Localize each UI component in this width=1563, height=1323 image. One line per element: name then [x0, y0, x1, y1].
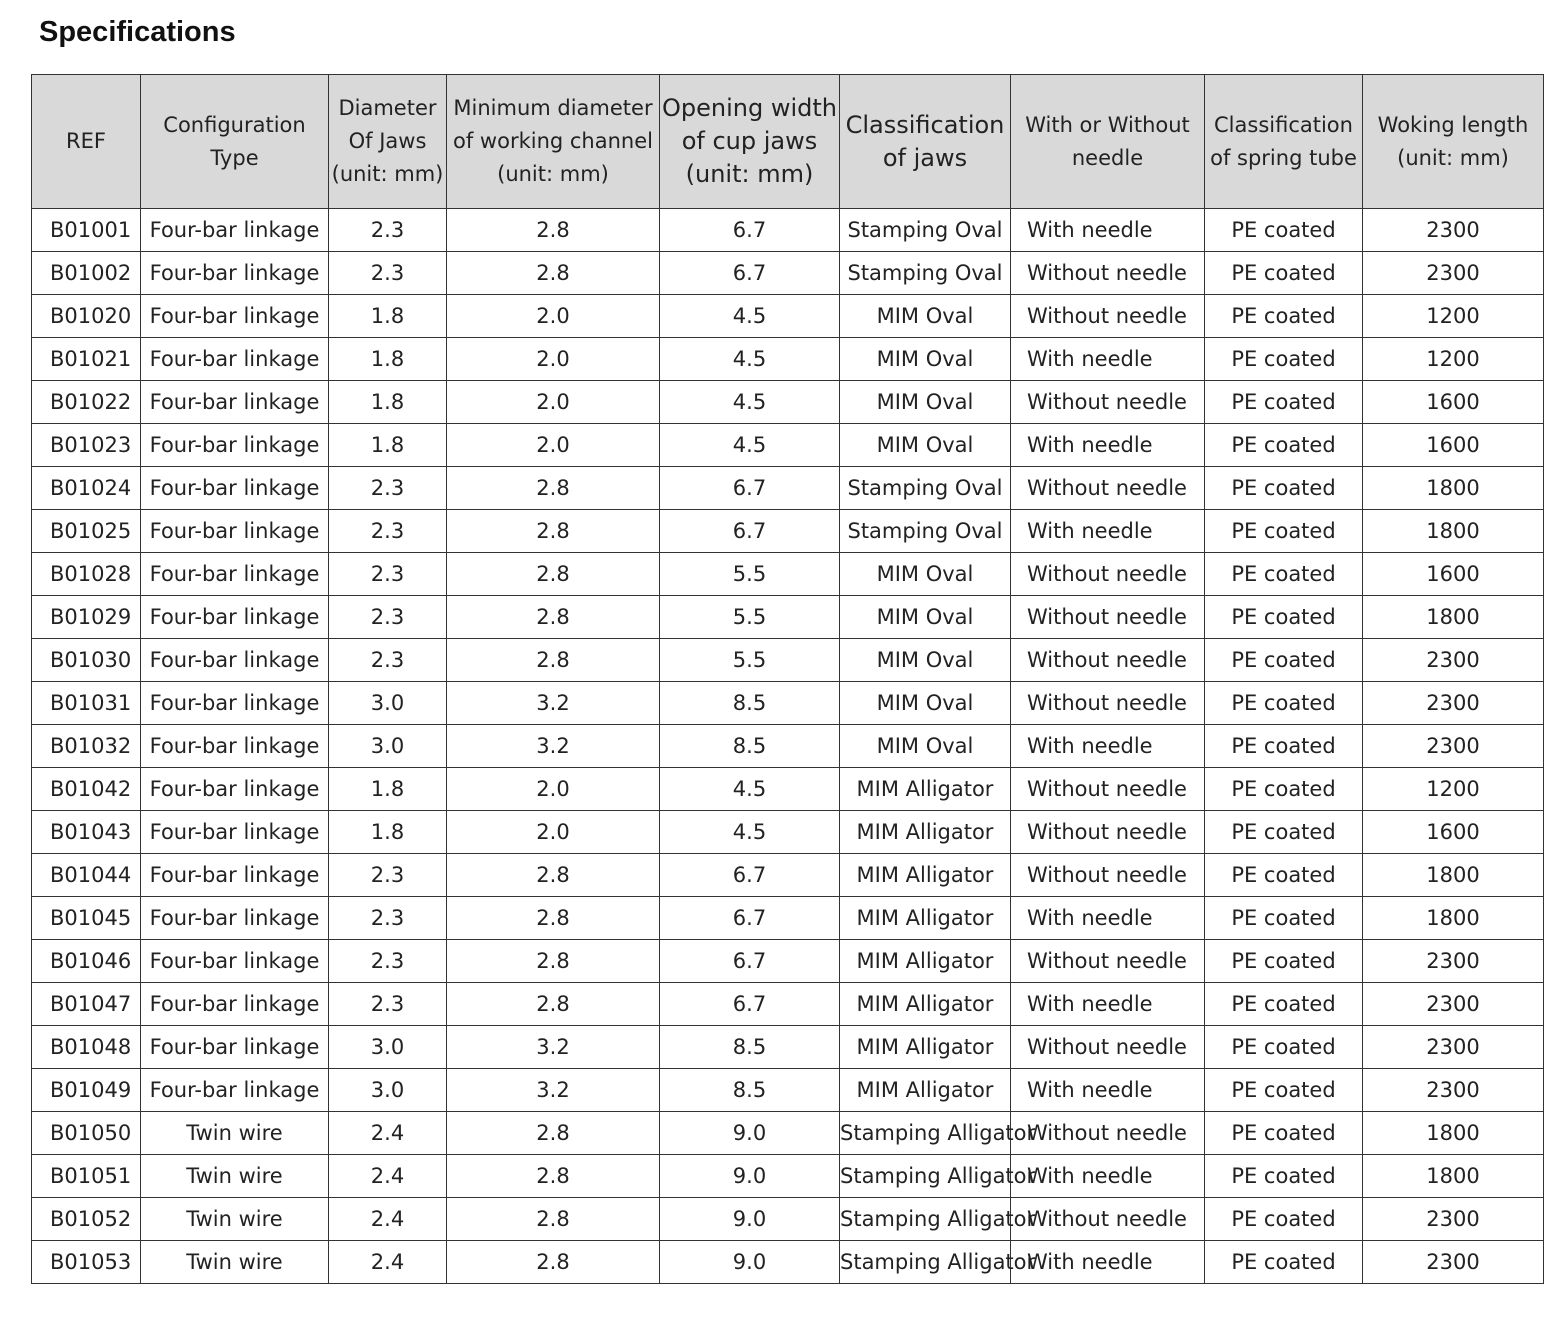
needle-cell: With needle — [1011, 209, 1205, 252]
needle-cell: Without needle — [1011, 1198, 1205, 1241]
needle-cell: Without needle — [1011, 596, 1205, 639]
configuration-cell: Four-bar linkage — [141, 1026, 329, 1069]
jaw-diameter-cell: 1.8 — [329, 811, 447, 854]
spring-tube-cell: PE coated — [1205, 467, 1363, 510]
header-line: (unit: mm) — [331, 162, 444, 186]
working-length-cell: 1800 — [1363, 510, 1544, 553]
working-length-cell: 2300 — [1363, 1026, 1544, 1069]
header-line: of jaws — [882, 143, 968, 172]
configuration-cell: Four-bar linkage — [141, 1069, 329, 1112]
jaw-diameter-cell: 2.3 — [329, 467, 447, 510]
working-length-cell: 1800 — [1363, 897, 1544, 940]
needle-cell: With needle — [1011, 510, 1205, 553]
table-row — [32, 854, 1544, 897]
jaw-diameter-cell: 3.0 — [329, 1069, 447, 1112]
configuration-cell: Four-bar linkage — [141, 424, 329, 467]
needle-cell: With needle — [1011, 1241, 1205, 1284]
working-length-cell: 2300 — [1363, 1241, 1544, 1284]
channel-diameter-cell: 3.2 — [447, 725, 660, 768]
opening-width-cell: 5.5 — [660, 639, 840, 682]
configuration-cell: Four-bar linkage — [141, 338, 329, 381]
jaw-class-cell: MIM Alligator — [840, 811, 1011, 854]
configuration-cell: Four-bar linkage — [141, 209, 329, 252]
spring-tube-cell: PE coated — [1205, 381, 1363, 424]
needle-cell: Without needle — [1011, 854, 1205, 897]
working-length-cell: 1600 — [1363, 424, 1544, 467]
channel-diameter-cell: 2.8 — [447, 639, 660, 682]
configuration-cell: Four-bar linkage — [141, 381, 329, 424]
needle-cell: Without needle — [1011, 811, 1205, 854]
opening-width-cell: 4.5 — [660, 338, 840, 381]
jaw-diameter-cell: 1.8 — [329, 381, 447, 424]
opening-width-cell: 6.7 — [660, 510, 840, 553]
configuration-cell: Four-bar linkage — [141, 295, 329, 338]
needle-cell: Without needle — [1011, 682, 1205, 725]
working-length-cell: 2300 — [1363, 252, 1544, 295]
ref-cell: B01052 — [32, 1198, 141, 1241]
working-length-cell: 1800 — [1363, 1112, 1544, 1155]
header-opening-width — [660, 75, 840, 209]
jaw-diameter-cell: 2.3 — [329, 983, 447, 1026]
spring-tube-cell: PE coated — [1205, 725, 1363, 768]
opening-width-cell: 6.7 — [660, 854, 840, 897]
configuration-cell: Four-bar linkage — [141, 682, 329, 725]
jaw-diameter-cell: 1.8 — [329, 424, 447, 467]
working-length-cell: 1800 — [1363, 1155, 1544, 1198]
opening-width-cell: 4.5 — [660, 381, 840, 424]
jaw-diameter-cell: 2.3 — [329, 897, 447, 940]
spring-tube-cell: PE coated — [1205, 1155, 1363, 1198]
header-needle — [1011, 75, 1205, 209]
jaw-diameter-cell: 2.3 — [329, 510, 447, 553]
jaw-diameter-cell: 1.8 — [329, 338, 447, 381]
header-line: of cup jaws — [681, 127, 818, 155]
header-min-working-channel — [447, 75, 660, 209]
spring-tube-cell: PE coated — [1205, 768, 1363, 811]
header-line: Classification — [845, 110, 1005, 139]
header-line: With or Without — [1025, 112, 1190, 137]
configuration-cell: Four-bar linkage — [141, 768, 329, 811]
header-ref — [32, 75, 141, 209]
table-row — [32, 1241, 1544, 1284]
ref-cell: B01023 — [32, 424, 141, 467]
jaw-class-cell: MIM Oval — [840, 295, 1011, 338]
spring-tube-cell: PE coated — [1205, 209, 1363, 252]
table-row — [32, 510, 1544, 553]
opening-width-cell: 4.5 — [660, 424, 840, 467]
working-length-cell: 1200 — [1363, 338, 1544, 381]
working-length-cell: 2300 — [1363, 1069, 1544, 1112]
header-line: Classification — [1214, 112, 1353, 137]
jaw-diameter-cell: 2.4 — [329, 1241, 447, 1284]
ref-cell: B01046 — [32, 940, 141, 983]
ref-cell: B01028 — [32, 553, 141, 596]
opening-width-cell: 9.0 — [660, 1112, 840, 1155]
channel-diameter-cell: 2.8 — [447, 983, 660, 1026]
working-length-cell: 2300 — [1363, 725, 1544, 768]
ref-cell: B01002 — [32, 252, 141, 295]
opening-width-cell: 5.5 — [660, 553, 840, 596]
needle-cell: With needle — [1011, 983, 1205, 1026]
working-length-cell: 1600 — [1363, 381, 1544, 424]
spring-tube-cell: PE coated — [1205, 1069, 1363, 1112]
configuration-cell: Four-bar linkage — [141, 940, 329, 983]
jaw-class-cell: MIM Oval — [840, 553, 1011, 596]
working-length-cell: 2300 — [1363, 682, 1544, 725]
working-length-cell: 2300 — [1363, 983, 1544, 1026]
jaw-class-cell: MIM Oval — [840, 639, 1011, 682]
table-row — [32, 1112, 1544, 1155]
specifications-table — [31, 74, 1544, 1284]
jaw-class-cell: MIM Alligator — [840, 1026, 1011, 1069]
channel-diameter-cell: 2.8 — [447, 252, 660, 295]
ref-cell: B01051 — [32, 1155, 141, 1198]
ref-cell: B01045 — [32, 897, 141, 940]
spring-tube-cell: PE coated — [1205, 1198, 1363, 1241]
needle-cell: With needle — [1011, 725, 1205, 768]
channel-diameter-cell: 2.0 — [447, 338, 660, 381]
configuration-cell: Twin wire — [141, 1155, 329, 1198]
table-row — [32, 768, 1544, 811]
jaw-diameter-cell: 1.8 — [329, 768, 447, 811]
needle-cell: With needle — [1011, 424, 1205, 467]
channel-diameter-cell: 2.0 — [447, 811, 660, 854]
jaw-diameter-cell: 2.3 — [329, 252, 447, 295]
needle-cell: With needle — [1011, 1155, 1205, 1198]
table-row — [32, 1198, 1544, 1241]
configuration-cell: Four-bar linkage — [141, 467, 329, 510]
jaw-diameter-cell: 2.3 — [329, 209, 447, 252]
channel-diameter-cell: 2.0 — [447, 424, 660, 467]
jaw-class-cell: MIM Alligator — [840, 897, 1011, 940]
working-length-cell: 1600 — [1363, 553, 1544, 596]
jaw-class-cell: Stamping Alligator — [840, 1198, 1011, 1241]
channel-diameter-cell: 2.8 — [447, 1241, 660, 1284]
header-configuration-type — [141, 75, 329, 209]
needle-cell: Without needle — [1011, 768, 1205, 811]
working-length-cell: 2300 — [1363, 209, 1544, 252]
spring-tube-cell: PE coated — [1205, 295, 1363, 338]
channel-diameter-cell: 2.0 — [447, 768, 660, 811]
jaw-class-cell: MIM Oval — [840, 424, 1011, 467]
jaw-class-cell: MIM Oval — [840, 682, 1011, 725]
table-row — [32, 1155, 1544, 1198]
channel-diameter-cell: 2.8 — [447, 897, 660, 940]
table-row — [32, 381, 1544, 424]
header-line: Minimum diameter — [453, 96, 653, 120]
spring-tube-cell: PE coated — [1205, 682, 1363, 725]
configuration-cell: Four-bar linkage — [141, 897, 329, 940]
configuration-cell: Four-bar linkage — [141, 510, 329, 553]
jaw-diameter-cell: 2.4 — [329, 1155, 447, 1198]
configuration-cell: Four-bar linkage — [141, 596, 329, 639]
ref-cell: B01021 — [32, 338, 141, 381]
opening-width-cell: 9.0 — [660, 1241, 840, 1284]
configuration-cell: Four-bar linkage — [141, 639, 329, 682]
jaw-diameter-cell: 2.4 — [329, 1112, 447, 1155]
jaw-diameter-cell: 3.0 — [329, 725, 447, 768]
working-length-cell: 2300 — [1363, 940, 1544, 983]
working-length-cell: 1200 — [1363, 295, 1544, 338]
table-row — [32, 897, 1544, 940]
working-length-cell: 1800 — [1363, 467, 1544, 510]
channel-diameter-cell: 2.0 — [447, 381, 660, 424]
configuration-cell: Four-bar linkage — [141, 252, 329, 295]
ref-cell: B01053 — [32, 1241, 141, 1284]
opening-width-cell: 6.7 — [660, 983, 840, 1026]
spring-tube-cell: PE coated — [1205, 424, 1363, 467]
needle-cell: With needle — [1011, 338, 1205, 381]
channel-diameter-cell: 2.8 — [447, 209, 660, 252]
jaw-class-cell: MIM Alligator — [840, 940, 1011, 983]
jaw-class-cell: MIM Oval — [840, 725, 1011, 768]
ref-cell: B01022 — [32, 381, 141, 424]
jaw-diameter-cell: 2.3 — [329, 596, 447, 639]
opening-width-cell: 8.5 — [660, 1026, 840, 1069]
table-row — [32, 596, 1544, 639]
ref-cell: B01042 — [32, 768, 141, 811]
ref-cell: B01049 — [32, 1069, 141, 1112]
jaw-diameter-cell: 1.8 — [329, 295, 447, 338]
ref-cell: B01047 — [32, 983, 141, 1026]
channel-diameter-cell: 2.0 — [447, 295, 660, 338]
header-line: Diameter — [338, 96, 437, 120]
needle-cell: Without needle — [1011, 467, 1205, 510]
ref-cell: B01024 — [32, 467, 141, 510]
table-row — [32, 940, 1544, 983]
table-row — [32, 424, 1544, 467]
working-length-cell: 1600 — [1363, 811, 1544, 854]
needle-cell: With needle — [1011, 897, 1205, 940]
opening-width-cell: 6.7 — [660, 209, 840, 252]
jaw-class-cell: MIM Alligator — [840, 983, 1011, 1026]
jaw-class-cell: MIM Alligator — [840, 768, 1011, 811]
table-row — [32, 209, 1544, 252]
table-row — [32, 467, 1544, 510]
spring-tube-cell: PE coated — [1205, 639, 1363, 682]
needle-cell: Without needle — [1011, 252, 1205, 295]
channel-diameter-cell: 2.8 — [447, 1112, 660, 1155]
opening-width-cell: 8.5 — [660, 682, 840, 725]
table-row — [32, 1026, 1544, 1069]
header-spring-tube — [1205, 75, 1363, 209]
spring-tube-cell: PE coated — [1205, 897, 1363, 940]
jaw-class-cell: MIM Alligator — [840, 854, 1011, 897]
opening-width-cell: 6.7 — [660, 897, 840, 940]
table-row — [32, 295, 1544, 338]
table-body — [32, 209, 1544, 1284]
jaw-class-cell: Stamping Oval — [840, 209, 1011, 252]
jaw-class-cell: MIM Alligator — [840, 1069, 1011, 1112]
opening-width-cell: 6.7 — [660, 252, 840, 295]
needle-cell: Without needle — [1011, 1026, 1205, 1069]
spring-tube-cell: PE coated — [1205, 596, 1363, 639]
jaw-diameter-cell: 3.0 — [329, 1026, 447, 1069]
working-length-cell: 1200 — [1363, 768, 1544, 811]
channel-diameter-cell: 2.8 — [447, 467, 660, 510]
working-length-cell: 1800 — [1363, 854, 1544, 897]
jaw-class-cell: MIM Oval — [840, 338, 1011, 381]
opening-width-cell: 6.7 — [660, 940, 840, 983]
table-row — [32, 252, 1544, 295]
ref-cell: B01025 — [32, 510, 141, 553]
header-line: (unit: mm) — [1397, 145, 1509, 170]
working-length-cell: 2300 — [1363, 1198, 1544, 1241]
working-length-cell: 2300 — [1363, 639, 1544, 682]
spring-tube-cell: PE coated — [1205, 983, 1363, 1026]
jaw-class-cell: Stamping Oval — [840, 510, 1011, 553]
table-row — [32, 725, 1544, 768]
channel-diameter-cell: 2.8 — [447, 1198, 660, 1241]
header-line: Woking length — [1377, 112, 1529, 137]
spring-tube-cell: PE coated — [1205, 1241, 1363, 1284]
header-line: of working channel — [453, 129, 653, 153]
configuration-cell: Four-bar linkage — [141, 811, 329, 854]
needle-cell: Without needle — [1011, 1112, 1205, 1155]
needle-cell: Without needle — [1011, 940, 1205, 983]
header-working-length — [1363, 75, 1544, 209]
configuration-cell: Twin wire — [141, 1198, 329, 1241]
channel-diameter-cell: 3.2 — [447, 1026, 660, 1069]
header-line: Configuration — [163, 112, 306, 137]
spring-tube-cell: PE coated — [1205, 338, 1363, 381]
opening-width-cell: 5.5 — [660, 596, 840, 639]
jaw-diameter-cell: 2.4 — [329, 1198, 447, 1241]
jaw-class-cell: MIM Oval — [840, 381, 1011, 424]
jaw-class-cell: Stamping Alligator — [840, 1155, 1011, 1198]
ref-cell: B01031 — [32, 682, 141, 725]
spring-tube-cell: PE coated — [1205, 940, 1363, 983]
configuration-cell: Twin wire — [141, 1241, 329, 1284]
header-line: of spring tube — [1210, 145, 1357, 170]
spring-tube-cell: PE coated — [1205, 1026, 1363, 1069]
opening-width-cell: 4.5 — [660, 768, 840, 811]
header-line: Of Jaws — [348, 129, 427, 153]
needle-cell: Without needle — [1011, 639, 1205, 682]
header-line: Type — [210, 145, 259, 170]
spring-tube-cell: PE coated — [1205, 811, 1363, 854]
ref-cell: B01043 — [32, 811, 141, 854]
ref-cell: B01050 — [32, 1112, 141, 1155]
needle-cell: With needle — [1011, 1069, 1205, 1112]
ref-cell: B01030 — [32, 639, 141, 682]
jaw-class-cell: Stamping Oval — [840, 467, 1011, 510]
needle-cell: Without needle — [1011, 553, 1205, 596]
jaw-diameter-cell: 2.3 — [329, 854, 447, 897]
opening-width-cell: 4.5 — [660, 295, 840, 338]
ref-cell: B01001 — [32, 209, 141, 252]
table-row — [32, 983, 1544, 1026]
configuration-cell: Four-bar linkage — [141, 725, 329, 768]
table-row — [32, 639, 1544, 682]
header-line: needle — [1071, 145, 1144, 170]
table-row — [32, 682, 1544, 725]
table-header — [32, 75, 1544, 209]
opening-width-cell: 8.5 — [660, 725, 840, 768]
channel-diameter-cell: 2.8 — [447, 1155, 660, 1198]
working-length-cell: 1800 — [1363, 596, 1544, 639]
table-row — [32, 338, 1544, 381]
header-diameter-of-jaws — [329, 75, 447, 209]
jaw-diameter-cell: 3.0 — [329, 682, 447, 725]
table-row — [32, 553, 1544, 596]
table-row — [32, 811, 1544, 854]
opening-width-cell: 4.5 — [660, 811, 840, 854]
opening-width-cell: 9.0 — [660, 1198, 840, 1241]
header-row — [32, 75, 1544, 209]
ref-cell: B01044 — [32, 854, 141, 897]
channel-diameter-cell: 2.8 — [447, 940, 660, 983]
channel-diameter-cell: 2.8 — [447, 596, 660, 639]
channel-diameter-cell: 3.2 — [447, 1069, 660, 1112]
table-row — [32, 1069, 1544, 1112]
header-classification-of-jaws — [840, 75, 1011, 209]
opening-width-cell: 8.5 — [660, 1069, 840, 1112]
jaw-diameter-cell: 2.3 — [329, 553, 447, 596]
channel-diameter-cell: 2.8 — [447, 553, 660, 596]
jaw-class-cell: MIM Oval — [840, 596, 1011, 639]
jaw-diameter-cell: 2.3 — [329, 940, 447, 983]
spring-tube-cell: PE coated — [1205, 553, 1363, 596]
jaw-class-cell: Stamping Oval — [840, 252, 1011, 295]
opening-width-cell: 9.0 — [660, 1155, 840, 1198]
channel-diameter-cell: 3.2 — [447, 682, 660, 725]
spring-tube-cell: PE coated — [1205, 252, 1363, 295]
header-line: (unit: mm) — [685, 160, 814, 188]
ref-cell: B01048 — [32, 1026, 141, 1069]
jaw-diameter-cell: 2.3 — [329, 639, 447, 682]
jaw-class-cell: Stamping Alligator — [840, 1241, 1011, 1284]
ref-cell: B01029 — [32, 596, 141, 639]
needle-cell: Without needle — [1011, 295, 1205, 338]
channel-diameter-cell: 2.8 — [447, 510, 660, 553]
jaw-class-cell: Stamping Alligator — [840, 1112, 1011, 1155]
needle-cell: Without needle — [1011, 381, 1205, 424]
spring-tube-cell: PE coated — [1205, 1112, 1363, 1155]
header-line: Opening width — [662, 94, 837, 122]
ref-cell: B01032 — [32, 725, 141, 768]
configuration-cell: Four-bar linkage — [141, 854, 329, 897]
page-title: Specifications — [39, 16, 236, 48]
spring-tube-cell: PE coated — [1205, 854, 1363, 897]
configuration-cell: Four-bar linkage — [141, 553, 329, 596]
configuration-cell: Four-bar linkage — [141, 983, 329, 1026]
opening-width-cell: 6.7 — [660, 467, 840, 510]
spring-tube-cell: PE coated — [1205, 510, 1363, 553]
channel-diameter-cell: 2.8 — [447, 854, 660, 897]
configuration-cell: Twin wire — [141, 1112, 329, 1155]
ref-cell: B01020 — [32, 295, 141, 338]
header-line: (unit: mm) — [497, 162, 609, 186]
header-line: REF — [66, 129, 106, 153]
